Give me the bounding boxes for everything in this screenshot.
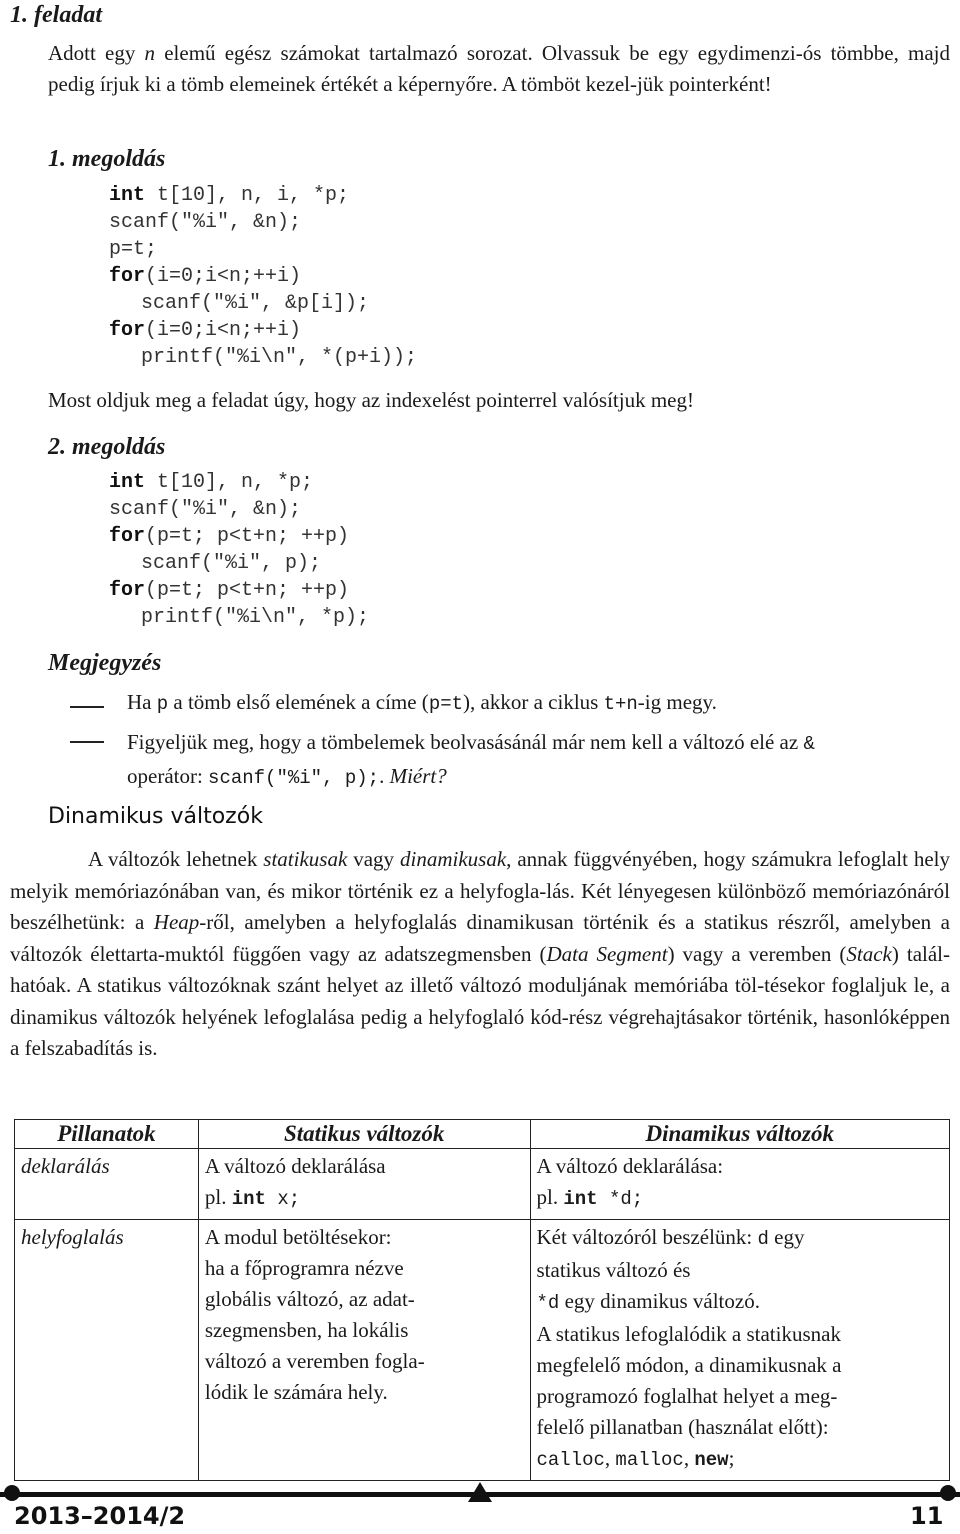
- cell-dynamic-allocation: Két változóról beszélünk: d egy statikus változó és *d egy dinamikus változó. A statikus lefoglalódik a statikusnak megfelelő módon, a dinamikusnak a programozó foglalhat helyet a meg- felelő pillanatban (használat előtt): calloc, malloc, new;: [530, 1220, 950, 1481]
- bullet-dash: [70, 741, 104, 743]
- row-label-helyfoglalas: helyfoglalás: [15, 1220, 199, 1481]
- circle-ornament-icon: [4, 1485, 20, 1501]
- solution1-code-line: int t[10], n, i, *p;: [109, 184, 350, 207]
- solution2-code-line: for(p=t; p<t+n; ++p): [109, 525, 350, 548]
- cell-static-declaration: A változó deklarálása pl. int x;: [198, 1149, 530, 1220]
- variable-n: n: [144, 41, 156, 65]
- solution1-code-line: scanf("%i", &p[i]);: [141, 292, 370, 315]
- comparison-table: [14, 1119, 950, 1481]
- bullet-dash: [70, 706, 104, 708]
- solution2-code-line: scanf("%i", &n);: [109, 498, 302, 521]
- table-row: [15, 1220, 950, 1481]
- solution1-heading: 1. megoldás: [48, 146, 166, 172]
- dynamic-heading: Dinamikus változók: [48, 804, 263, 829]
- solution1-code-line: for(i=0;i<n;++i): [109, 319, 302, 342]
- solution1-code-line: for(i=0;i<n;++i): [109, 265, 302, 288]
- footer-page-number: 11: [910, 1502, 944, 1530]
- note-heading: Megjegyzés: [48, 650, 162, 676]
- header-pillanatok: Pillanatok: [15, 1120, 199, 1149]
- note-item-2: Figyeljük meg, hogy a tömbelemek beolvasásánál már nem kell a változó elé az & operátor: scanf("%i", p);. Miért?: [127, 730, 815, 789]
- table-header-row: [15, 1120, 950, 1149]
- row-label-deklaralas: deklarálás: [15, 1149, 199, 1220]
- solution2-code-line: scanf("%i", p);: [141, 552, 322, 575]
- task-text: Adott egy n elemű egész számokat tartalmazó sorozat. Olvassuk be egy egydimenzi-ós tömbbe, majd pedig írjuk ki a tömb elemeinek értékét a képernyőre. A tömböt kezel-jük pointerként!: [48, 41, 950, 96]
- footer-year: 2013–2014/2: [14, 1502, 186, 1530]
- solution1-code-line: p=t;: [109, 238, 158, 261]
- table-row: [15, 1149, 950, 1220]
- task-heading: 1. feladat: [10, 2, 102, 28]
- triangle-ornament-icon: [466, 1480, 494, 1504]
- between-text: Most oldjuk meg a feladat úgy, hogy az indexelést pointerrel valósítjuk meg!: [48, 388, 694, 412]
- cell-static-allocation: A modul betöltésekor: ha a főprogramra nézve globális változó, az adat- szegmensben, ha lokális változó a veremben fogla- lódik le számára hely.: [198, 1220, 530, 1481]
- solution2-code-line: for(p=t; p<t+n; ++p): [109, 579, 350, 602]
- circle-ornament-icon: [940, 1485, 956, 1501]
- solution1-code-line: printf("%i\n", *(p+i));: [141, 346, 418, 369]
- solution2-code-line: printf("%i\n", *p);: [141, 606, 370, 629]
- solution1-code-line: scanf("%i", &n);: [109, 211, 302, 234]
- note-item-1: Ha p a tömb első elemének a címe (p=t), akkor a ciklus t+n-ig megy.: [127, 690, 717, 715]
- solution2-code-line: int t[10], n, *p;: [109, 471, 314, 494]
- header-dinamikus: Dinamikus változók: [530, 1120, 950, 1149]
- header-statikus: Statikus változók: [198, 1120, 530, 1149]
- cell-dynamic-declaration: A változó deklarálása: pl. int *d;: [530, 1149, 950, 1220]
- solution2-heading: 2. megoldás: [48, 434, 166, 460]
- dynamic-paragraph: A változók lehetnek statikusak vagy dinamikusak, annak függvényében, hogy számukra lefoglalt hely melyik memóriazónában van, és mikor történik ez a helyfogla-lás. Két lényegesen különböző memóriazónáról beszélhetünk: a Heap-ről, amelyben a helyfoglalás dinamikusan történik és a statikus részről, amelyben a változók élettarta-muktól függően vagy az adatszegmensben (Data Segment) vagy a veremben (Stack) talál-hatóak. A statikus változóknak szánt helyet az illető változó moduljának memóriába töl-tésekor foglaljuk le, a dinamikus változók helyének lefoglalása pedig a helyfoglaló kód-rész végrehajtásakor történik, hasonlóképpen a felszabadítás is.: [10, 847, 951, 1060]
